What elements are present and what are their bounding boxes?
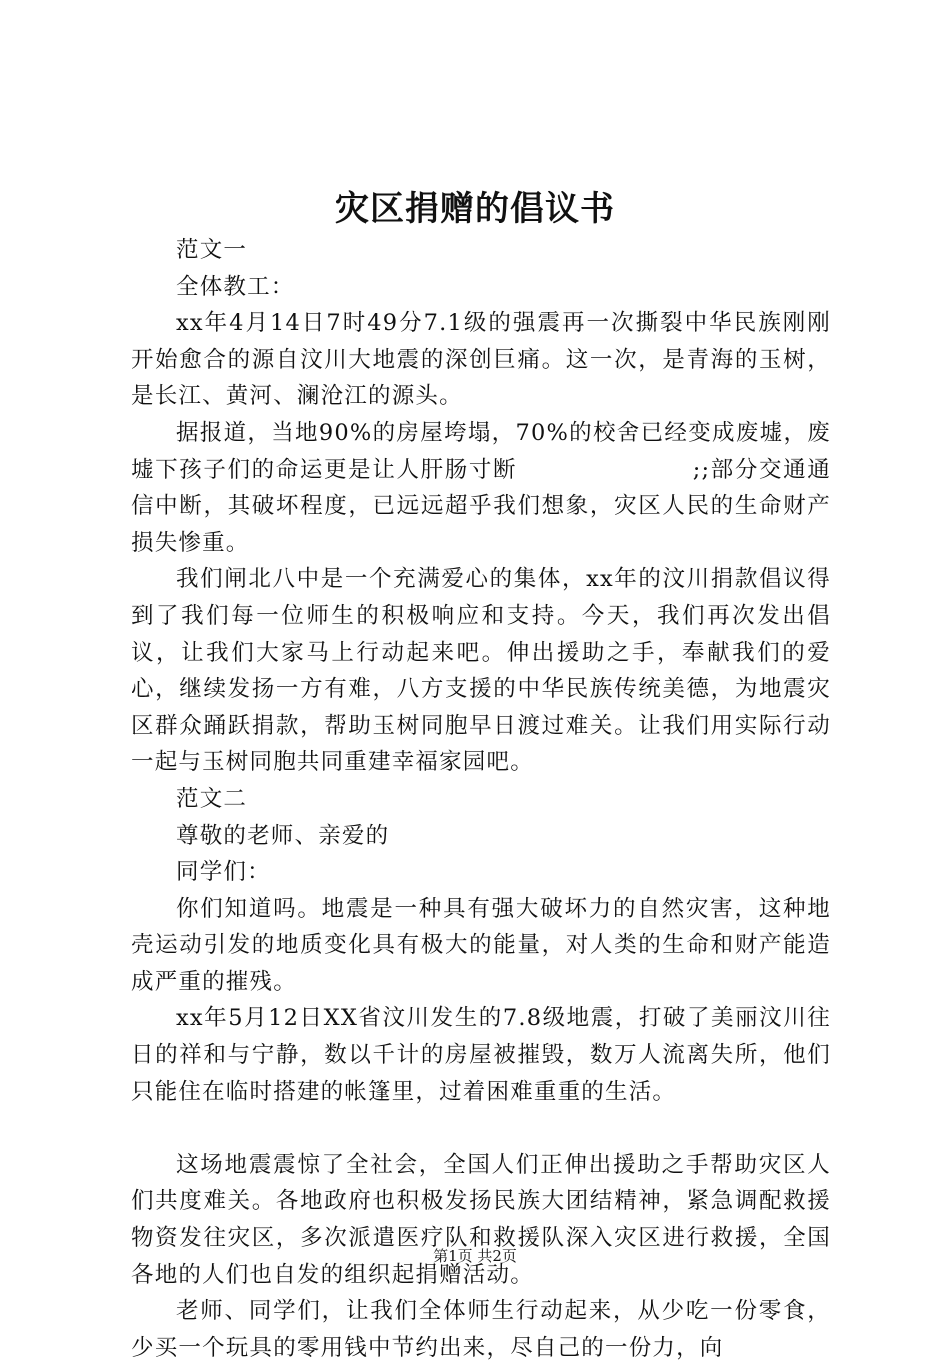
paragraph: xx年4月14日7时49分7.1级的强震再一次撕裂中华民族刚刚开始愈合的源自汶川大地震的深创巨痛。这一次，是青海的玉树，是长江、黄河、澜沧江的源头。 (131, 310, 831, 410)
document-title: 灾区捐赠的倡议书 (335, 189, 615, 229)
salutation-3: 同学们： (176, 859, 271, 886)
paragraph: 据报道，当地90%的房屋垮塌，70%的校舍已经变成废墟，废墟下孩子们的命运更是让人肝肠寸断 ;;部分交通通信中断，其破坏程度，已远远超乎我们想象，灾区人民的生命财产损失惨重。 (131, 419, 831, 556)
document-body (131, 232, 831, 1366)
paragraph: 这场地震震惊了全社会，全国人们正伸出援助之手帮助灾区人们共度难关。各地政府也积极发扬民族大团结精神，紧急调配救援物资发往灾区，多次派遣医疗队和救援队深入灾区进行救援，全国各地的人们也自发的组织起捐赠活动。 (131, 1151, 831, 1288)
paragraph: xx年5月12日XX省汶川发生的7.8级地震，打破了美丽汶川往日的祥和与宁静，数以千计的房屋被摧毁，数万人流离失所，他们只能住在临时搭建的帐篷里，过着困难重重的生活。 (131, 1005, 831, 1105)
paragraph: 老师、同学们，让我们全体师生行动起来，从少吃一份零食，少买一个玩具的零用钱中节约出来，尽自己的一份力，向 (131, 1298, 831, 1361)
page-footer: 第1页 共2页 (433, 1247, 517, 1265)
paragraph: 你们知道吗。地震是一种具有强大破坏力的自然灾害，这种地壳运动引发的地质变化具有极大的能量，对人类的生命和财产能造成严重的摧残。 (131, 895, 831, 995)
blank-line (131, 1110, 831, 1147)
section-heading-2: 范文二 (176, 785, 248, 812)
salutation-1: 全体教工： (176, 273, 295, 300)
salutation-2: 尊敬的老师、亲爱的 (176, 822, 390, 849)
section-heading-1: 范文一 (176, 237, 248, 263)
paragraph: 我们闸北八中是一个充满爱心的集体，xx年的汶川捐款倡议得到了我们每一位师生的积极响应和支持。今天，我们再次发出倡议，让我们大家马上行动起来吧。伸出援助之手，奉献我们的爱心，继续发扬一方有难，八方支援的中华民族传统美德，为地震灾区群众踊跃捐款，帮助玉树同胞早日渡过难关。让我们用实际行动一起与玉树同胞共同重建幸福家园吧。 (131, 566, 831, 776)
